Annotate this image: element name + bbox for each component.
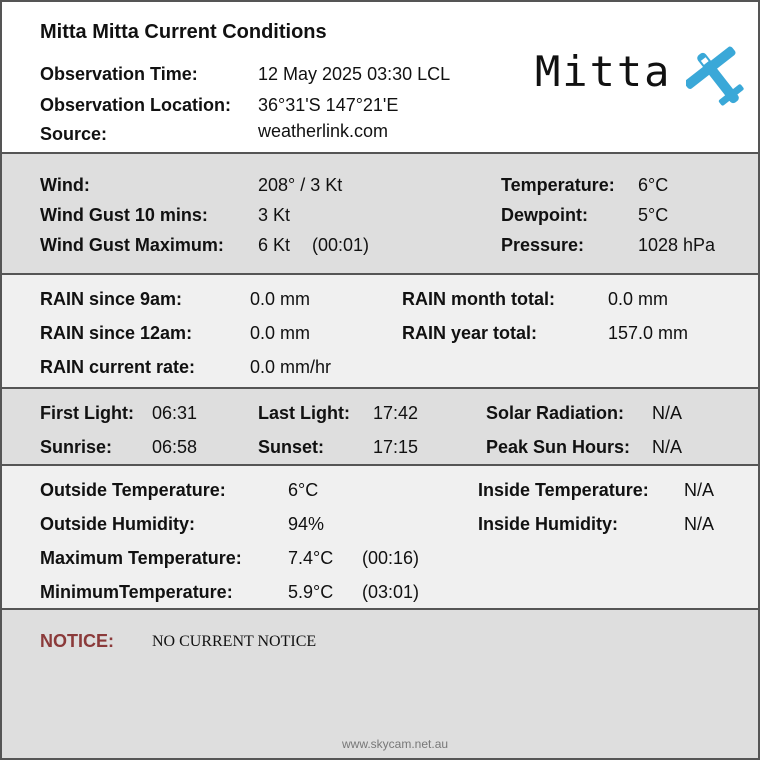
outside-humidity-label: Outside Humidity: xyxy=(40,514,196,534)
dewpoint-value: 5°C xyxy=(638,205,669,225)
outside-temperature-value: 6°C xyxy=(288,480,319,500)
rain-since-12am-label: RAIN since 12am: xyxy=(40,323,193,343)
max-temperature-label: Maximum Temperature: xyxy=(40,548,242,568)
outside-humidity-value: 94% xyxy=(288,514,325,534)
dewpoint-label: Dewpoint: xyxy=(501,205,588,225)
sun-section xyxy=(2,389,758,466)
inside-temperature-label: Inside Temperature: xyxy=(478,480,649,500)
source-value: weatherlink.com xyxy=(258,121,389,141)
min-temperature-value: 5.9°C xyxy=(288,582,334,602)
obs-time-label: Observation Time: xyxy=(40,64,198,84)
rain-section xyxy=(2,275,758,389)
rain-year-value: 157.0 mm xyxy=(608,323,689,343)
sunset-label: Sunset: xyxy=(258,437,325,457)
wind-gust-max-label: Wind Gust Maximum: xyxy=(40,235,224,255)
obs-location-value: 36°31'S 147°21'E xyxy=(258,95,399,115)
notice-text: NO CURRENT NOTICE xyxy=(152,633,317,650)
peak-sun-hours-value: N/A xyxy=(652,437,683,457)
sunrise-value: 06:58 xyxy=(152,437,198,457)
inside-temperature-value: N/A xyxy=(684,480,715,500)
outside-temperature-label: Outside Temperature: xyxy=(40,480,226,500)
inside-humidity-value: N/A xyxy=(684,514,715,534)
pressure-label: Pressure: xyxy=(501,235,585,255)
temperature-value: 6°C xyxy=(638,175,669,195)
wind-value: 208° / 3 Kt xyxy=(258,175,343,195)
rain-since-9am-value: 0.0 mm xyxy=(250,289,311,309)
max-temperature-value: 7.4°C xyxy=(288,548,334,568)
obs-time-value: 12 May 2025 03:30 LCL xyxy=(258,64,451,84)
temperature-section xyxy=(2,466,758,610)
solar-radiation-label: Solar Radiation: xyxy=(486,403,625,423)
footer-link[interactable]: www.skycam.net.au xyxy=(342,737,449,751)
rain-month-value: 0.0 mm xyxy=(608,289,669,309)
airplane-icon xyxy=(686,46,750,110)
min-temperature-time: (03:01) xyxy=(362,582,420,602)
obs-location-label: Observation Location: xyxy=(40,95,232,115)
first-light-label: First Light: xyxy=(40,403,134,423)
last-light-value: 17:42 xyxy=(373,403,419,423)
pressure-value: 1028 hPa xyxy=(638,235,716,255)
wind-label: Wind: xyxy=(40,175,90,195)
solar-radiation-value: N/A xyxy=(652,403,683,423)
rain-since-9am-label: RAIN since 9am: xyxy=(40,289,183,309)
wind-gust-max-value: 6 Kt xyxy=(258,235,291,255)
page-title: Mitta Mitta Current Conditions xyxy=(40,21,327,43)
wind-section xyxy=(2,154,758,275)
max-temperature-time: (00:16) xyxy=(362,548,420,568)
rain-month-label: RAIN month total: xyxy=(402,289,555,309)
logo-text: Mitta xyxy=(535,47,672,96)
rain-rate-value: 0.0 mm/hr xyxy=(250,357,332,377)
notice-label: NOTICE: xyxy=(40,631,114,651)
sunset-value: 17:15 xyxy=(373,437,419,457)
min-temperature-label: MinimumTemperature: xyxy=(40,582,233,602)
last-light-label: Last Light: xyxy=(258,403,350,423)
header-section xyxy=(2,2,758,154)
rain-year-label: RAIN year total: xyxy=(402,323,538,343)
wind-gust-max-time: (00:01) xyxy=(312,235,370,255)
first-light-value: 06:31 xyxy=(152,403,198,423)
inside-humidity-label: Inside Humidity: xyxy=(478,514,619,534)
rain-since-12am-value: 0.0 mm xyxy=(250,323,311,343)
temperature-label: Temperature: xyxy=(501,175,615,195)
rain-rate-label: RAIN current rate: xyxy=(40,357,196,377)
peak-sun-hours-label: Peak Sun Hours: xyxy=(486,437,631,457)
wind-gust-10-label: Wind Gust 10 mins: xyxy=(40,205,208,225)
notice-section xyxy=(2,610,758,758)
source-label: Source: xyxy=(40,124,108,144)
sunrise-label: Sunrise: xyxy=(40,437,113,457)
wind-gust-10-value: 3 Kt xyxy=(258,205,291,225)
